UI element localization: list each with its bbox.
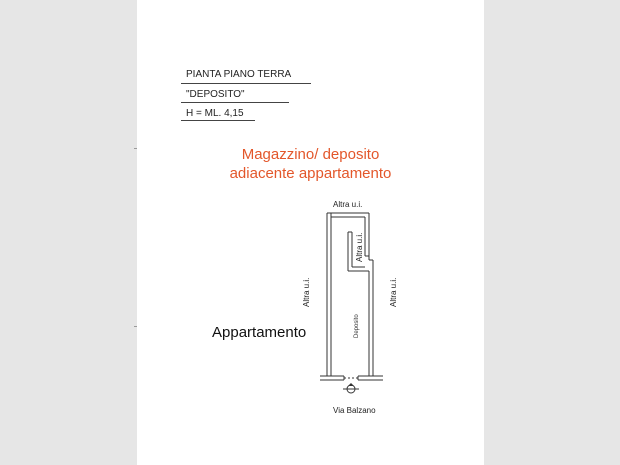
page-title: Magazzino/ deposito xyxy=(241,146,380,163)
altra-ui-right-label: Altra u.i. xyxy=(389,277,398,307)
page-subtitle: adiacente appartamento xyxy=(229,165,392,182)
altra-ui-top-label: Altra u.i. xyxy=(333,200,363,209)
floor-plan-drawing xyxy=(137,0,484,465)
street-label: Via Balzano xyxy=(333,406,376,415)
appartamento-label: Appartamento xyxy=(212,324,307,341)
document-page xyxy=(137,0,484,465)
header-height: H = ML. 4,15 xyxy=(186,108,244,119)
altra-ui-left-label: Altra u.i. xyxy=(302,277,311,307)
altra-ui-inner-label: Altra u.i. xyxy=(355,232,364,262)
header-subtitle: "DEPOSITO" xyxy=(186,89,245,100)
header-title: PIANTA PIANO TERRA xyxy=(186,69,292,80)
entrance-marker xyxy=(343,383,359,393)
deposito-room-label: Deposito xyxy=(354,314,360,338)
